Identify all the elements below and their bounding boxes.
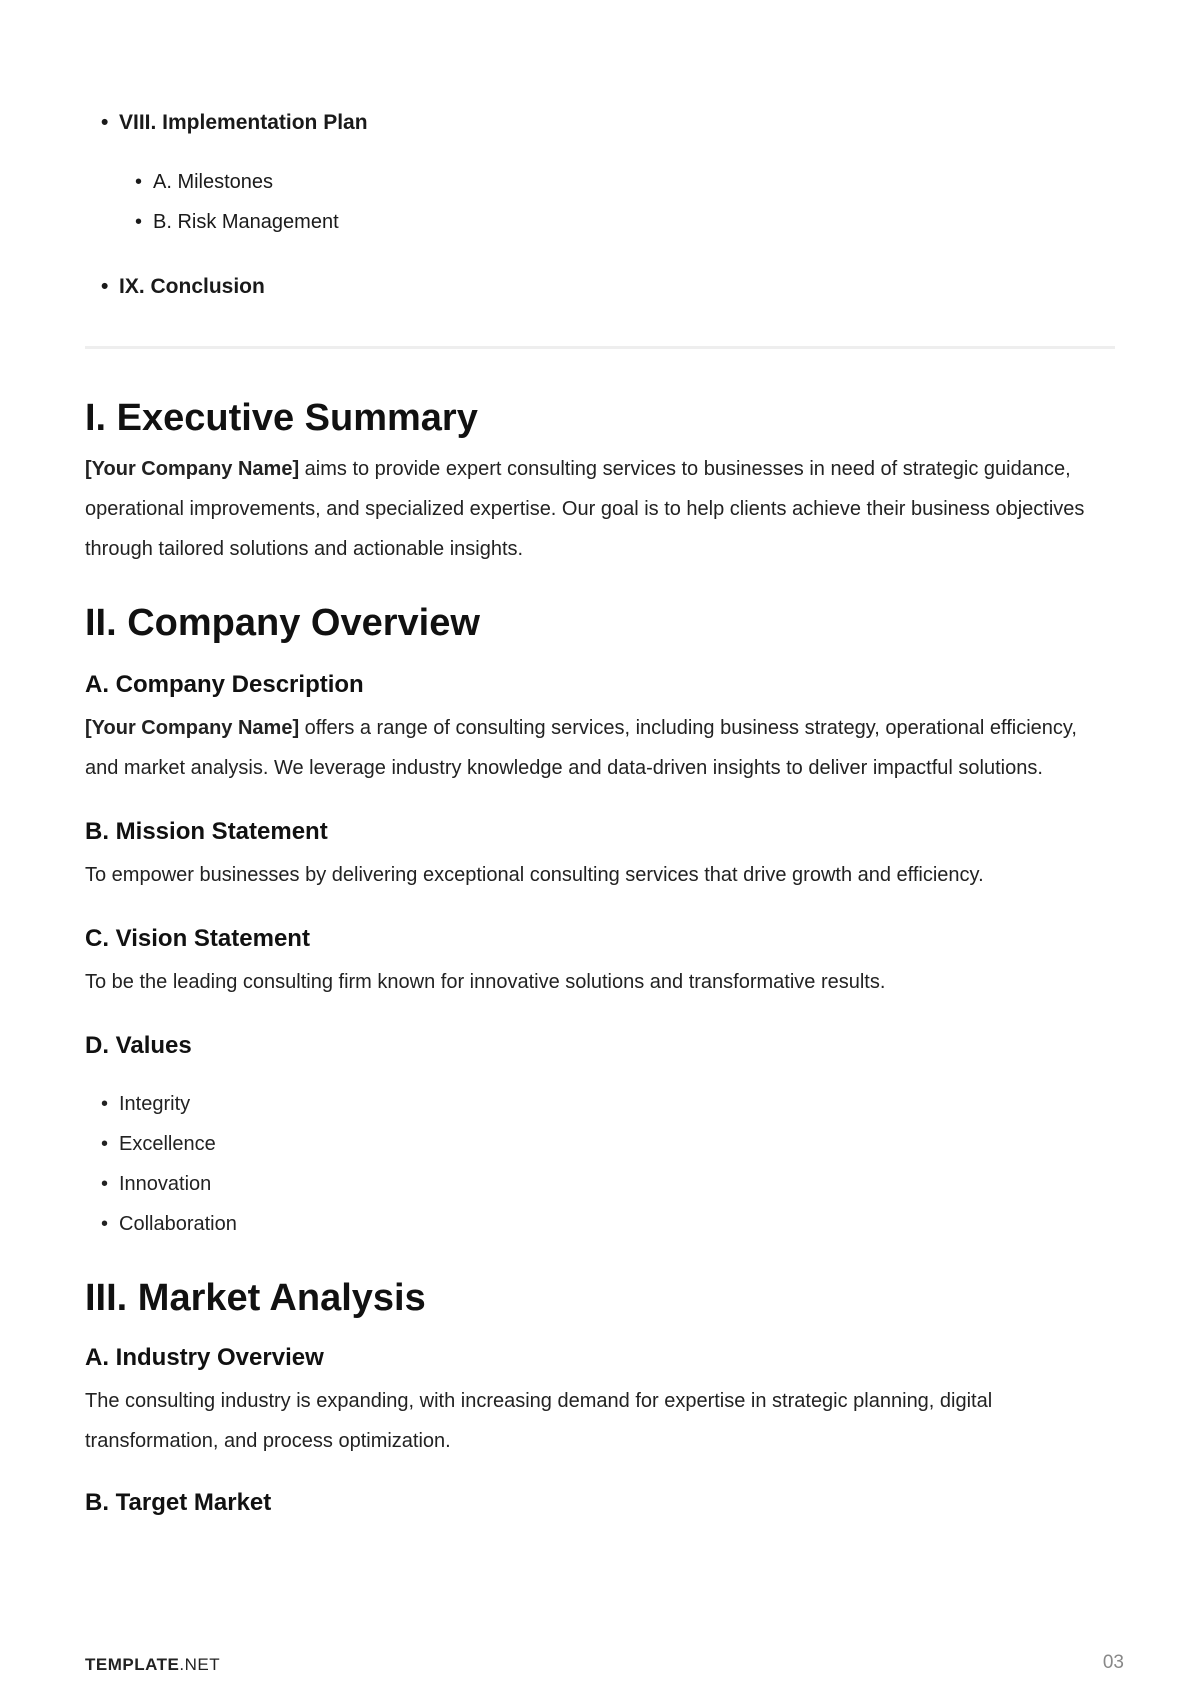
- values-item-integrity: • Integrity: [85, 1084, 1115, 1124]
- vision-statement-heading: C. Vision Statement: [85, 925, 310, 952]
- page-number: 03: [1102, 1652, 1124, 1673]
- brand-logo-bold: TEMPLATE: [85, 1655, 180, 1674]
- executive-summary-heading: I. Executive Summary: [85, 397, 478, 439]
- section-divider: [85, 346, 1115, 349]
- vision-statement-text: To be the leading consulting firm known for innovative solutions and transformative results.: [85, 971, 886, 993]
- toc-item-label: VIII. Implementation Plan: [119, 111, 368, 134]
- target-market-heading: B. Target Market: [85, 1489, 272, 1516]
- company-name-placeholder: [Your Company Name]: [85, 717, 300, 739]
- company-description-paragraph: [85, 708, 1115, 788]
- table-of-contents: [85, 0, 1115, 302]
- mission-statement-heading: B. Mission Statement: [85, 818, 328, 845]
- mission-statement-text: To empower businesses by delivering exceptional consulting services that drive growth and efficiency.: [85, 864, 984, 886]
- toc-subitem-risk-management: • B. Risk Management: [119, 202, 1115, 242]
- executive-summary-text: aims to provide expert consulting services to businesses in need of strategic guidance, operational improvements, and specialized expertise. Our goal is to help clients achieve their business objectives through tailored solutions and actionable insights.: [85, 458, 1085, 560]
- industry-overview-text: The consulting industry is expanding, with increasing demand for expertise in strategic planning, digital transformation, and process optimization.: [85, 1390, 993, 1452]
- toc-sublist: [119, 162, 1115, 242]
- company-name-placeholder: [Your Company Name]: [85, 458, 300, 480]
- industry-overview-heading: A. Industry Overview: [85, 1344, 324, 1371]
- toc-subitem-milestones: • A. Milestones: [119, 162, 1115, 202]
- company-description-heading: A. Company Description: [85, 671, 364, 698]
- executive-summary-paragraph: [85, 449, 1115, 569]
- values-heading: D. Values: [85, 1032, 192, 1059]
- toc-list: [85, 108, 1115, 302]
- values-item-excellence: • Excellence: [85, 1124, 1115, 1164]
- brand-logo: [85, 1655, 220, 1675]
- brand-logo-suffix: .NET: [179, 1655, 221, 1674]
- values-item-collaboration: • Collaboration: [85, 1204, 1115, 1244]
- market-analysis-heading: III. Market Analysis: [85, 1277, 426, 1319]
- toc-item-implementation-plan: [85, 108, 1115, 242]
- toc-item-conclusion: [85, 272, 1115, 302]
- values-item-innovation: • Innovation: [85, 1164, 1115, 1204]
- company-overview-heading: II. Company Overview: [85, 602, 480, 644]
- company-description-text: offers a range of consulting services, including business strategy, operational efficiency, and market analysis. We leverage industry knowledge and data-driven insights to deliver impactful solutions.: [85, 717, 1077, 779]
- toc-item-label: IX. Conclusion: [119, 275, 265, 298]
- values-list: [85, 1084, 1115, 1244]
